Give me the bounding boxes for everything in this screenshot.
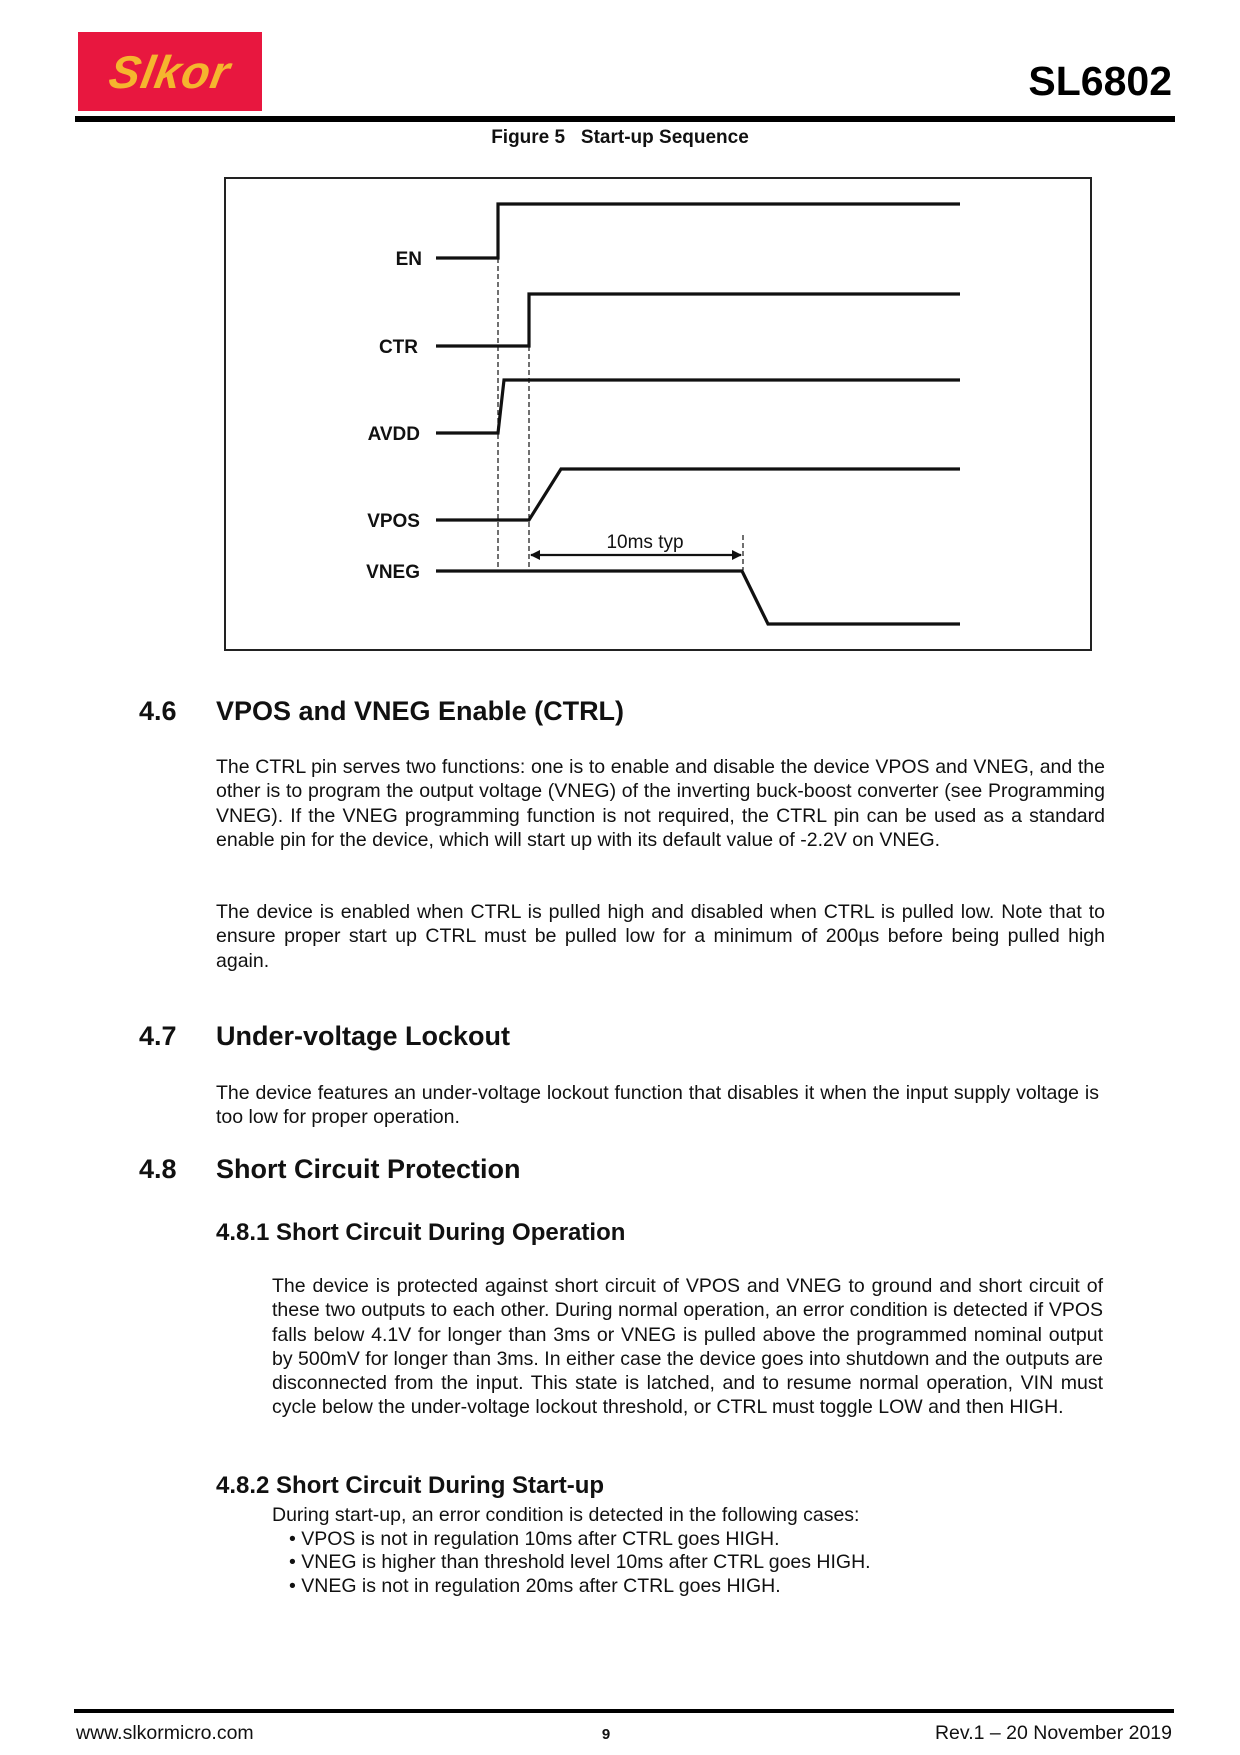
section-4-8-1-paragraph: The device is protected against short circuit of VPOS and VNEG to ground and short circuit of these two outputs to each other. During normal operation, an error condition is detected if VPOS falls below 4.1V for longer than 3ms or VNEG is pulled above the programmed nominal output by 500mV for longer than 3ms. In either case the device goes into shutdown and the outputs are disconnected from the input. This state is latched, and to resume normal operation, VIN must cycle below the under-voltage lockout threshold, or CTRL must toggle LOW and then HIGH.: [272, 1275, 1103, 1419]
section-title: Short Circuit Protection: [216, 1154, 521, 1184]
list-item: • VNEG is not in regulation 20ms after CTRL goes HIGH.: [289, 1574, 781, 1597]
signal-label-vpos: VPOS: [367, 511, 420, 532]
section-4-8-2-intro: During start-up, an error condition is detected in the following cases:: [272, 1504, 860, 1526]
section-4-7-paragraph: The device features an under-voltage lockout function that disables it when the input supply voltage is too low for proper operation.: [216, 1082, 1099, 1129]
section-4-6-paragraph-1: The CTRL pin serves two functions: one is to enable and disable the device VPOS and VNEG, and the other is to program the output voltage (VNEG) of the inverting buck-boost converter (see Programming VNEG). If the VNEG programming function is not required, the CTRL pin can be used as a standard enable pin for the device, which will start up with its default value of -2.2V on VNEG.: [216, 756, 1105, 851]
signal-label-avdd: AVDD: [367, 424, 420, 445]
section-title: VPOS and VNEG Enable (CTRL): [216, 696, 625, 726]
vpos-waveform: [436, 469, 960, 520]
signal-label-vneg: VNEG: [366, 562, 420, 583]
signal-label-ctr: CTR: [378, 337, 418, 358]
footer-rule: [74, 1709, 1174, 1713]
section-4-8-1-heading: 4.8.1 Short Circuit During Operation: [216, 1219, 626, 1246]
avdd-waveform: [436, 380, 960, 433]
signal-label-en: EN: [395, 249, 422, 270]
ctr-waveform: [436, 294, 960, 346]
startup-sequence-diagram: [0, 0, 1240, 700]
footer-revision: Rev.1 – 20 November 2019: [934, 1722, 1172, 1744]
section-4-8-2-body: [272, 1504, 871, 1598]
part-number: SL6802: [1028, 58, 1172, 104]
section-number: 4.8: [139, 1154, 177, 1184]
vneg-waveform: [436, 571, 960, 624]
logo-text: Slkor: [105, 45, 235, 98]
list-item: • VPOS is not in regulation 10ms after CTRL goes HIGH.: [289, 1527, 780, 1550]
10ms-typ-label: 10ms typ: [606, 532, 684, 553]
en-waveform: [436, 204, 960, 258]
page-number: 9: [601, 1726, 611, 1743]
section-number: 4.7: [139, 1021, 177, 1051]
section-4-8-2-heading: 4.8.2 Short Circuit During Start-up: [216, 1472, 605, 1499]
figure-title: Figure 5 Start-up Sequence: [491, 127, 749, 148]
list-item: • VNEG is higher than threshold level 10ms after CTRL goes HIGH.: [289, 1551, 871, 1574]
section-number: 4.6: [139, 696, 177, 726]
section-title: Under-voltage Lockout: [216, 1021, 511, 1051]
section-4-6-paragraph-2: The device is enabled when CTRL is pulled high and disabled when CTRL is pulled low. Note that to ensure proper start up CTRL must be pulled low for a minimum of 200µs before being pulled high again.: [216, 901, 1105, 972]
footer-website: www.slkormicro.com: [76, 1722, 254, 1744]
